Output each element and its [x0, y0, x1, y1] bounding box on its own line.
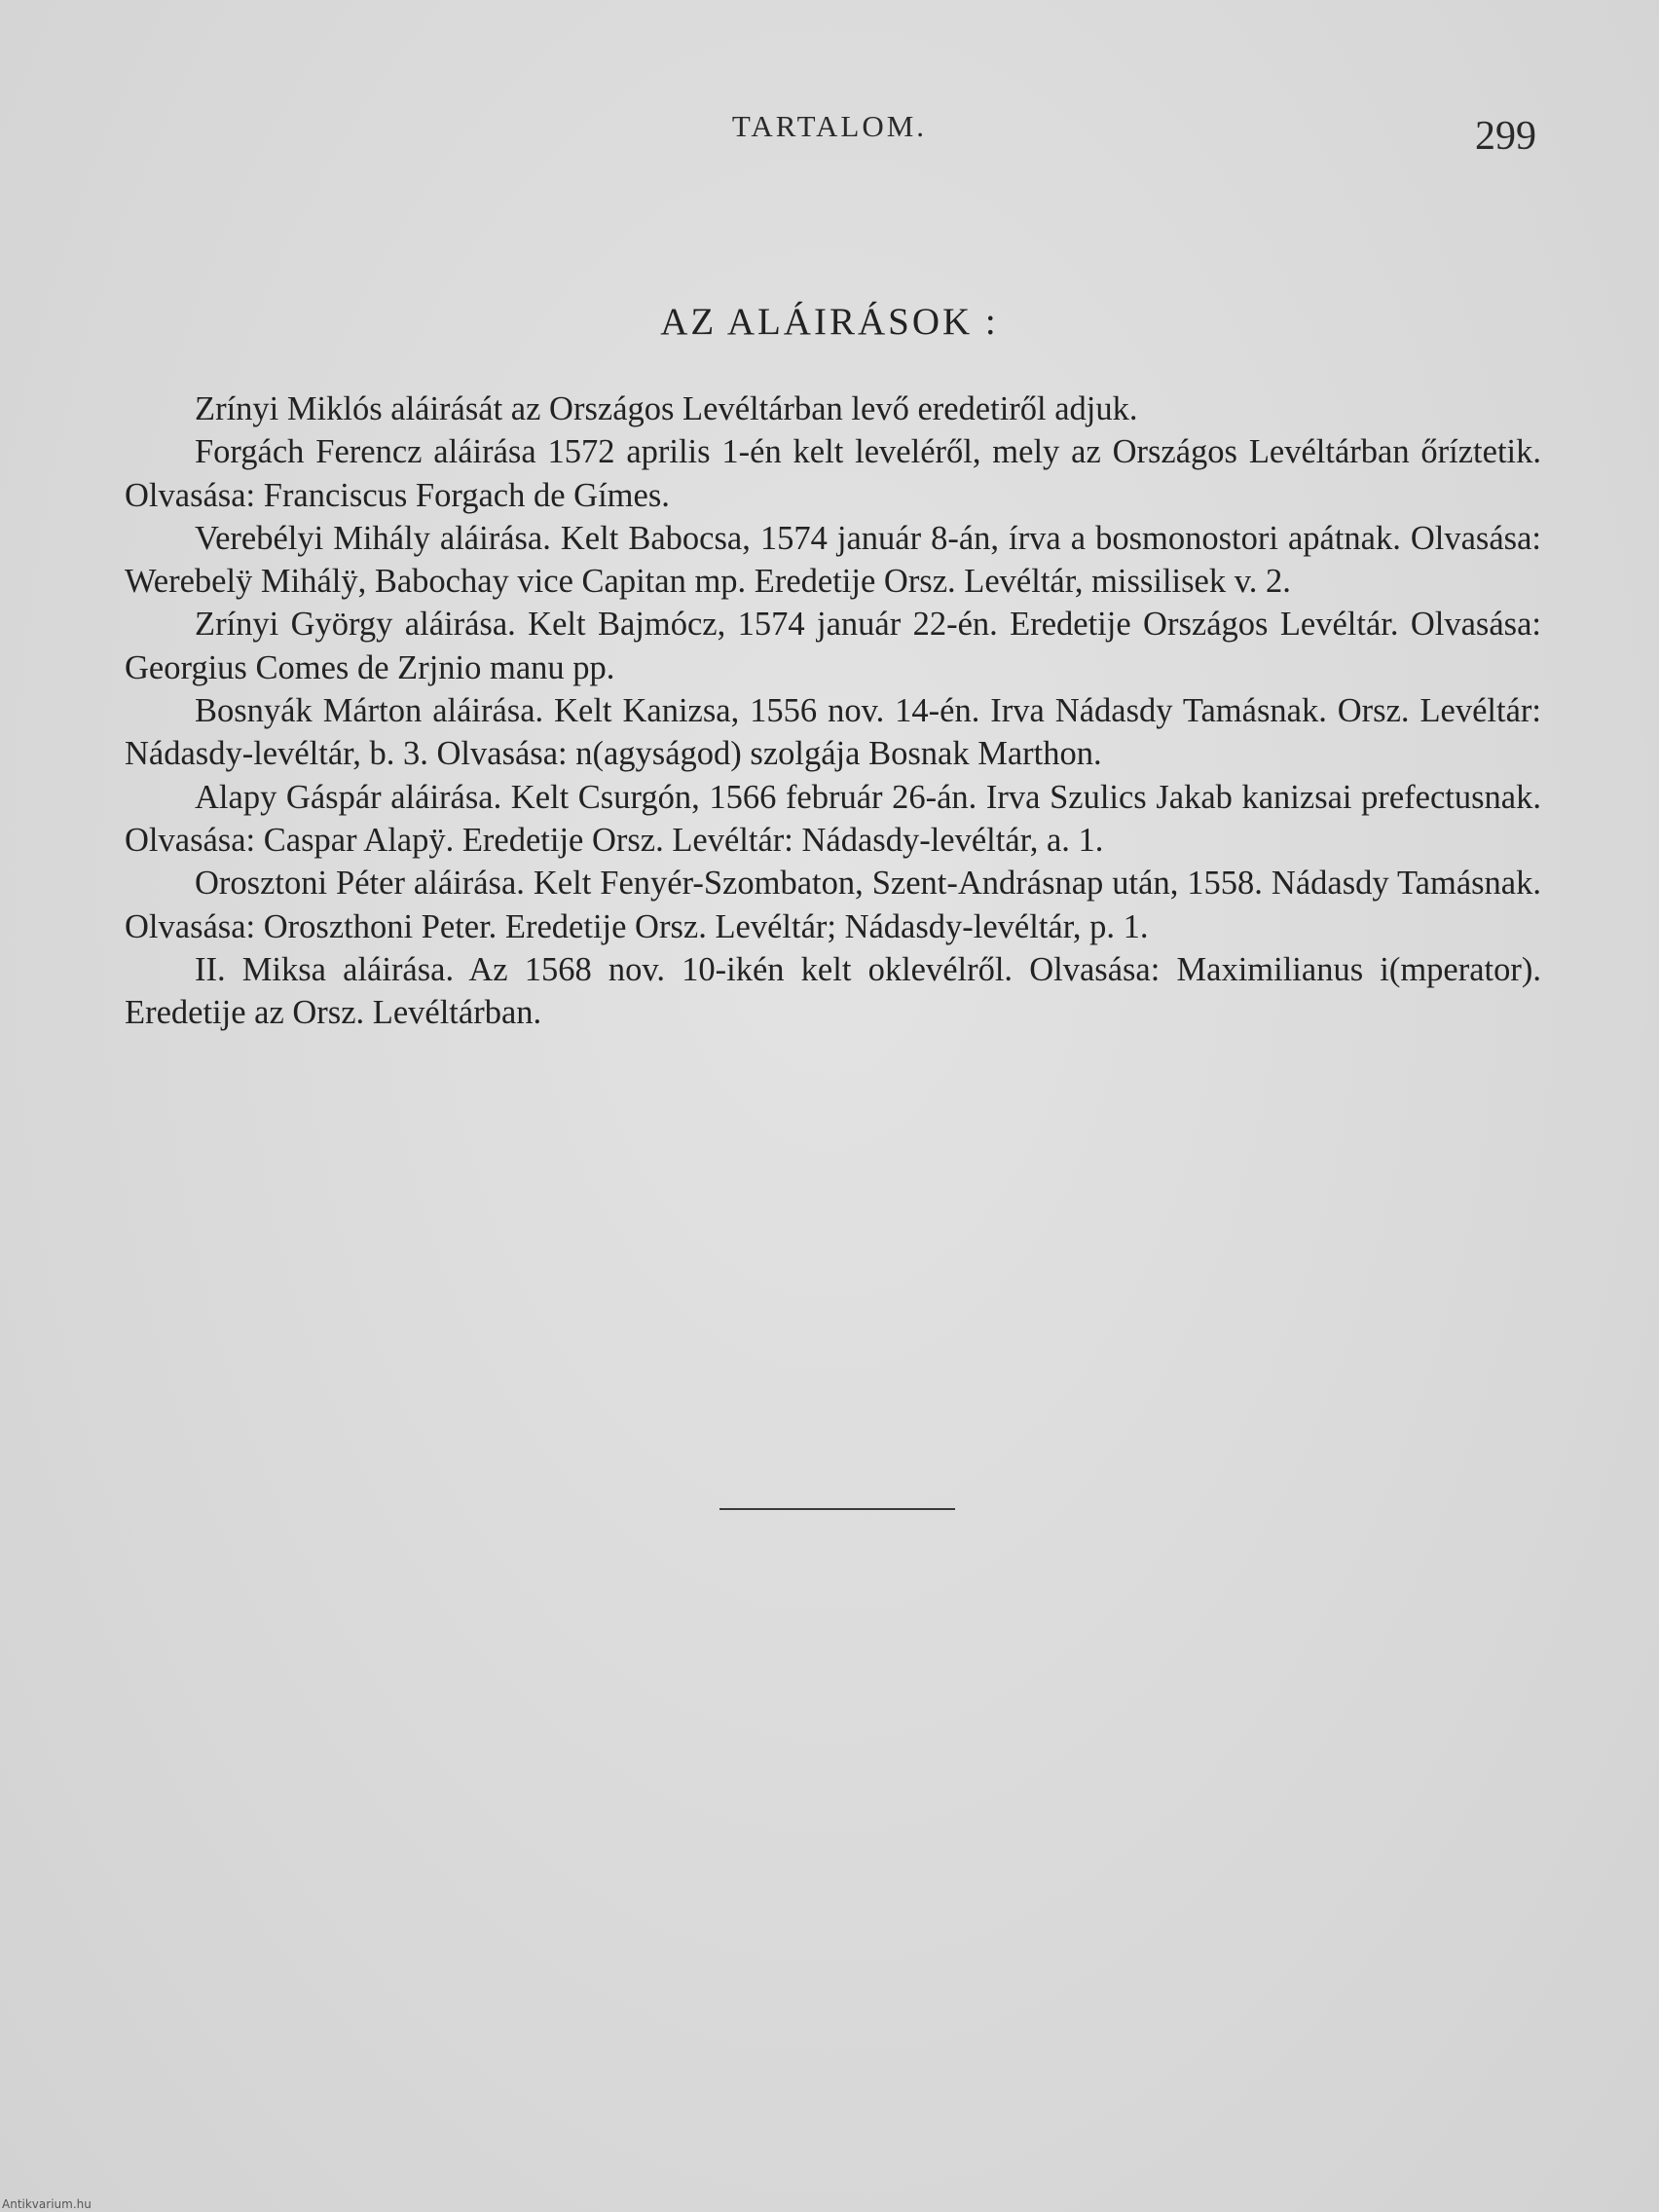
- paragraph-miksa: II. Miksa aláirása. Az 1568 nov. 10-ikén kelt oklevélről. Olvasása: Maximilianus i(mperator). Eredetije az Orsz. Levéltárban.: [125, 950, 1541, 1032]
- paragraph-zrinyi-miklos: Zrínyi Miklós aláirását az Országos Levéltárban levő eredetiről adjuk.: [195, 390, 1138, 427]
- paragraph-bosnyak-marton: Bosnyák Márton aláirása. Kelt Kanizsa, 1556 nov. 14-én. Irva Nádasdy Tamásnak. Orsz. Levéltár: Nádasdy-levéltár, b. 3. Olvasása: n(agyságod) szolgája Bosnak Marthon.: [125, 692, 1541, 773]
- section-title: AZ ALÁIRÁSOK :: [660, 301, 999, 343]
- page-number: 299: [1475, 114, 1536, 159]
- signature-notes: [125, 387, 1541, 1034]
- paragraph-forgach-ferencz: Forgách Ferencz aláirása 1572 aprilis 1-én kelt leveléről, mely az Országos Levéltárban őríztetik. Olvasása: Franciscus Forgach de Gímes.: [125, 433, 1541, 514]
- watermark: Antikvarium.hu: [2, 2197, 92, 2211]
- end-rule-divider: [719, 1508, 955, 1510]
- paragraph-zrinyi-gyorgy: Zrínyi György aláirása. Kelt Bajmócz, 1574 január 22-én. Eredetije Országos Levéltár. Olvasása: Georgius Comes de Zrjnio manu pp.: [125, 606, 1541, 686]
- paragraph-alapy-gaspar: Alapy Gáspár aláirása. Kelt Csurgón, 1566 február 26-án. Irva Szulics Jakab kanizsai prefectusnak. Olvasása: Caspar Alapÿ. Eredetije Orsz. Levéltár: Nádasdy-levéltár, a. 1.: [125, 778, 1541, 859]
- paragraph-verebelyi-mihaly: Verebélyi Mihály aláirása. Kelt Babocsa, 1574 január 8-án, írva a bosmonostori apátnak. Olvasása: Werebelÿ Mihálÿ, Babochay vice Capitan mp. Eredetije Orsz. Levéltár, missilisek v. 2.: [125, 519, 1541, 601]
- running-title: TARTALOM.: [731, 109, 928, 143]
- paragraph-orosztoni-peter: Orosztoni Péter aláirása. Kelt Fenyér-Szombaton, Szent-Andrásnap után, 1558. Nádasdy Tamásnak. Olvasása: Oroszthoni Peter. Eredetije Orsz. Levéltár; Nádasdy-levéltár, p. 1.: [125, 865, 1541, 945]
